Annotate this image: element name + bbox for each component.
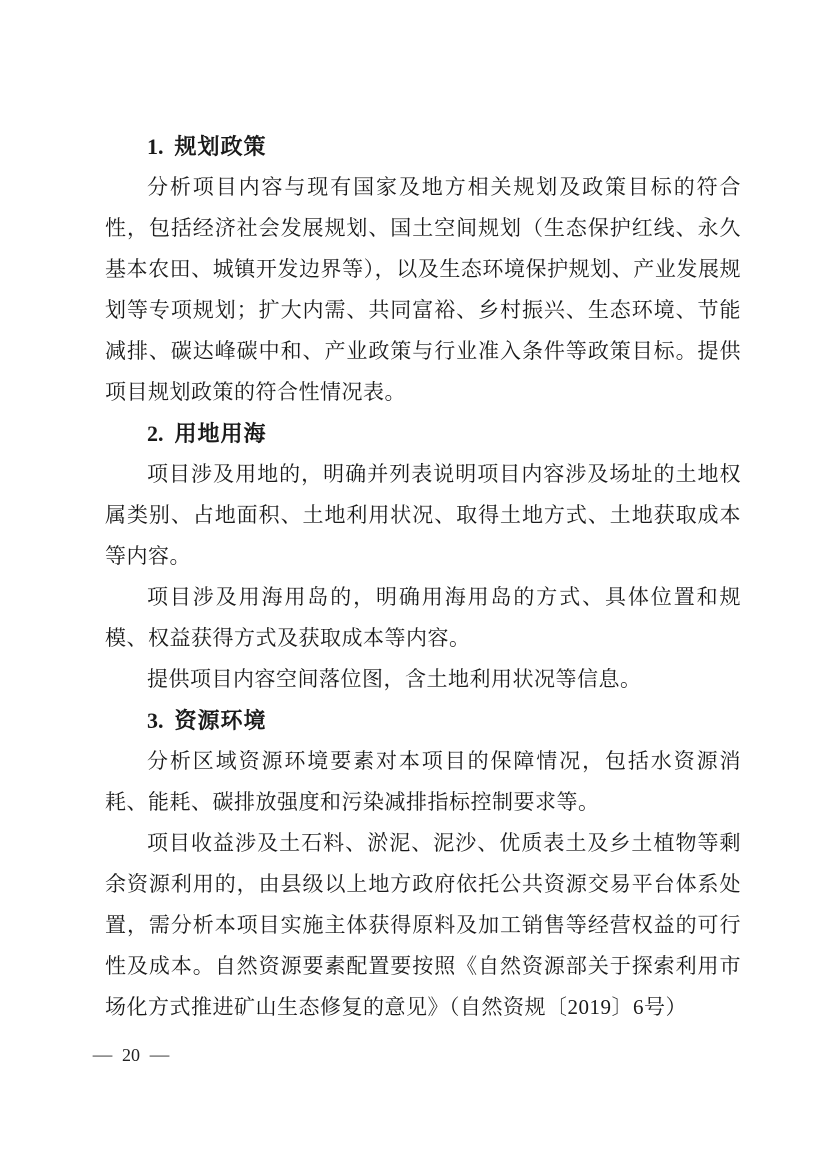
section-2-number: 2. (147, 421, 164, 446)
section-2-paragraph-3: 提供项目内容空间落位图，含土地利用状况等信息。 (147, 667, 642, 691)
footer-dash-left: — (92, 1045, 113, 1064)
section-2-title: 用地用海 (174, 421, 267, 446)
section-1-title: 规划政策 (174, 134, 267, 159)
section-3-heading (105, 700, 741, 741)
section-2-paragraph-2: 项目涉及用海用岛的，明确用海用岛的方式、具体位置和规模、权益获得方式及获取成本等内容。 (105, 585, 741, 650)
section-3-paragraph-1: 分析区域资源环境要素对本项目的保障情况，包括水资源消耗、能耗、碳排放强度和污染减排指标控制要求等。 (105, 749, 741, 814)
page-number: 20 (122, 1044, 140, 1065)
section-1-number: 1. (147, 134, 164, 159)
section-2-heading (105, 413, 741, 454)
section-3-number: 3. (147, 708, 164, 733)
section-3-title: 资源环境 (174, 708, 267, 733)
section-1-heading (105, 126, 741, 167)
document-body (105, 126, 741, 1028)
footer-dash-right: — (149, 1045, 170, 1064)
section-3-paragraph-2: 项目收益涉及土石料、淤泥、泥沙、优质表土及乡土植物等剩余资源利用的，由县级以上地方政府依托公共资源交易平台体系处置，需分析本项目实施主体获得原料及加工销售等经营权益的可行性及成本。自然资源要素配置要按照《自然资源部关于探索利用市场化方式推进矿山生态修复的意见》（自然资规〔2019〕6号） (105, 831, 741, 1019)
page-footer (94, 1042, 168, 1068)
section-2-paragraph-1: 项目涉及用地的，明确并列表说明项目内容涉及场址的土地权属类别、占地面积、土地利用状况、取得土地方式、土地获取成本等内容。 (105, 462, 741, 568)
section-1-paragraph-1: 分析项目内容与现有国家及地方相关规划及政策目标的符合性，包括经济社会发展规划、国土空间规划（生态保护红线、永久基本农田、城镇开发边界等），以及生态环境保护规划、产业发展规划等专项规划；扩大内需、共同富裕、乡村振兴、生态环境、节能减排、碳达峰碳中和、产业政策与行业准入条件等政策目标。提供项目规划政策的符合性情况表。 (105, 175, 741, 404)
